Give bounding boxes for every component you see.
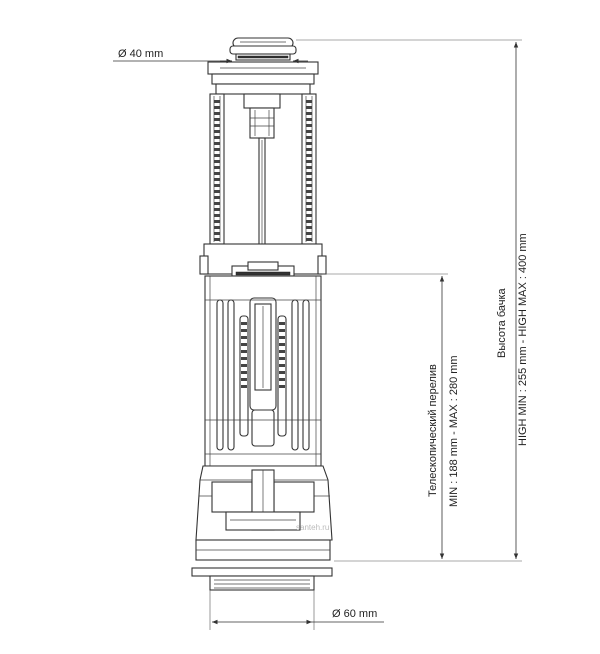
top-diameter-label: Ø 40 mm	[118, 48, 164, 60]
rail-tooth	[306, 142, 312, 145]
bottom-diameter-dimension	[212, 608, 384, 622]
cage-tooth	[241, 322, 247, 325]
rail-tooth	[214, 106, 220, 109]
rail-tooth	[306, 148, 312, 151]
overflow-cage	[205, 276, 321, 466]
cage-tooth	[241, 336, 247, 339]
watermark: santeh.ru	[296, 523, 330, 532]
cage-tooth	[241, 357, 247, 360]
rail-tooth	[306, 190, 312, 193]
rail-tooth	[306, 172, 312, 175]
cage-tooth	[279, 329, 285, 332]
cage-tooth	[279, 357, 285, 360]
rail-tooth	[306, 118, 312, 121]
rail-tooth	[306, 136, 312, 139]
rail-tooth	[306, 208, 312, 211]
rail-tooth	[214, 214, 220, 217]
rail-tooth	[306, 202, 312, 205]
cage-tooth	[241, 350, 247, 353]
rail-tooth	[306, 106, 312, 109]
rail-tooth	[306, 238, 312, 241]
rail-tooth	[214, 202, 220, 205]
tank-title: Высота бачка	[496, 288, 508, 358]
cage-tooth	[279, 350, 285, 353]
rail-tooth	[214, 220, 220, 223]
overflow-title: Телескопический перелив	[427, 364, 439, 497]
rail-tooth	[306, 226, 312, 229]
cage-tooth	[241, 378, 247, 381]
rail-tooth	[214, 166, 220, 169]
rail-tooth	[214, 130, 220, 133]
rail-tooth	[214, 172, 220, 175]
rail-tooth	[214, 160, 220, 163]
tank-height-dimension	[496, 42, 529, 559]
rail-tooth	[214, 178, 220, 181]
rail-tooth	[214, 238, 220, 241]
cage-tooth	[279, 343, 285, 346]
cage-tooth	[241, 364, 247, 367]
rail-tooth	[214, 124, 220, 127]
rail-tooth	[306, 178, 312, 181]
rail-tooth	[214, 118, 220, 121]
cage-tooth	[241, 385, 247, 388]
rail-tooth	[214, 208, 220, 211]
tank-range: HIGH MIN : 255 mm - HIGH MAX : 400 mm	[517, 233, 529, 446]
rail-tooth	[306, 220, 312, 223]
middle-collar	[200, 244, 326, 276]
overflow-dimension	[427, 276, 460, 559]
rail-tooth	[306, 100, 312, 103]
rail-tooth	[306, 232, 312, 235]
cage-tooth	[279, 322, 285, 325]
cage-tooth	[279, 336, 285, 339]
rail-tooth	[214, 154, 220, 157]
cage-tooth	[279, 378, 285, 381]
rail-tooth	[306, 166, 312, 169]
rail-tooth	[306, 160, 312, 163]
rail-tooth	[214, 226, 220, 229]
bottom-nut	[192, 568, 332, 590]
cage-tooth	[241, 329, 247, 332]
cage-tooth	[279, 371, 285, 374]
lower-body	[196, 466, 332, 560]
bottom-diameter-label: Ø 60 mm	[332, 608, 378, 620]
rail-tooth	[306, 130, 312, 133]
rail-tooth	[214, 232, 220, 235]
rail-tooth	[214, 100, 220, 103]
overflow-range: MIN : 188 mm - MAX : 280 mm	[448, 355, 460, 507]
rail-tooth	[306, 154, 312, 157]
rail-tooth	[306, 112, 312, 115]
rail-tooth	[306, 184, 312, 187]
rail-tooth	[214, 196, 220, 199]
cage-tooth	[279, 385, 285, 388]
rail-tooth	[306, 214, 312, 217]
cage-tooth	[241, 343, 247, 346]
rail-tooth	[306, 124, 312, 127]
rail-tooth	[306, 196, 312, 199]
cage-tooth	[241, 371, 247, 374]
push-button	[230, 38, 296, 60]
rail-tooth	[214, 184, 220, 187]
rail-tooth	[214, 142, 220, 145]
rail-tooth	[214, 136, 220, 139]
rail-tooth	[214, 190, 220, 193]
cage-tooth	[279, 364, 285, 367]
rail-tooth	[214, 112, 220, 115]
rail-tooth	[214, 148, 220, 151]
